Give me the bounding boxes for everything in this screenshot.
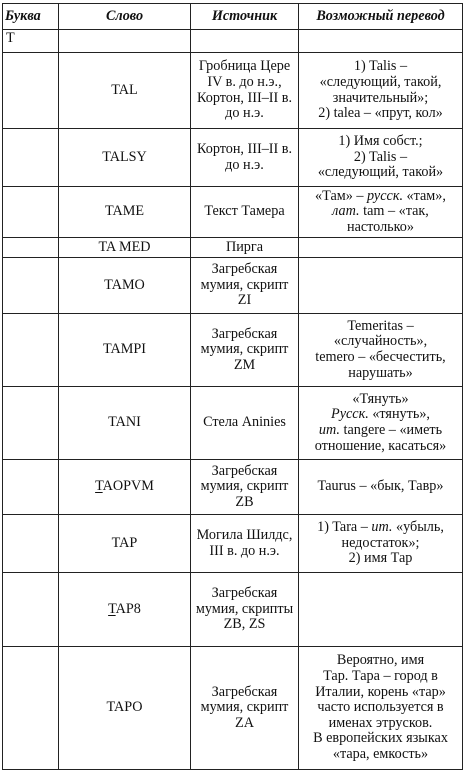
table-row xyxy=(3,129,463,187)
table-row xyxy=(3,573,463,647)
header-source: Источник xyxy=(191,4,299,30)
word-cell: TAP8 xyxy=(59,573,191,647)
table-row xyxy=(3,238,463,258)
header-letter: Буква xyxy=(3,4,59,30)
table-row xyxy=(3,53,463,129)
translation-cell: Temeritas – «случайность», temero – «бесчестить, нарушать» xyxy=(299,314,463,387)
word-cell: TA MED xyxy=(59,238,191,258)
word-cell: TAL xyxy=(59,53,191,129)
word-cell: TAOPVM xyxy=(59,460,191,515)
source-cell: Стела Aninies xyxy=(191,387,299,460)
source-cell: Кортон, III–II в. до н.э. xyxy=(191,129,299,187)
source-cell: Загребская мумия, скрипт ZA xyxy=(191,647,299,770)
word-cell: TAME xyxy=(59,187,191,238)
word-cell: TAPO xyxy=(59,647,191,770)
table-row xyxy=(3,515,463,573)
source-cell: Загребская мумия, скрипт ZI xyxy=(191,258,299,314)
translation-cell: «Тянуть» Русск. «тянуть», ит. tangere – «иметь отношение, касаться» xyxy=(299,387,463,460)
table-row xyxy=(3,314,463,387)
source-cell: Загребская мумия, скрипты ZB, ZS xyxy=(191,573,299,647)
word-cell: TANI xyxy=(59,387,191,460)
translation-cell: 1) Имя собст.; 2) Talis – «следующий, такой» xyxy=(299,129,463,187)
table-row xyxy=(3,387,463,460)
source-cell: Загребская мумия, скрипт ZB xyxy=(191,460,299,515)
translation-cell: «Там» – русск. «там», лат. tam – «так, настолько» xyxy=(299,187,463,238)
source-cell: Загребская мумия, скрипт ZM xyxy=(191,314,299,387)
header-translation: Возможный перевод xyxy=(299,4,463,30)
source-cell: Гробница Церe IV в. до н.э., Кортон, III–II в. до н.э. xyxy=(191,53,299,129)
source-cell: Текст Тамера xyxy=(191,187,299,238)
table-row xyxy=(3,460,463,515)
table-row xyxy=(3,258,463,314)
translation-cell: Taurus – «бык, Тавр» xyxy=(299,460,463,515)
header-row xyxy=(3,4,463,30)
source-cell: Пирга xyxy=(191,238,299,258)
section-letter: Т xyxy=(3,30,59,53)
word-cell: TAMO xyxy=(59,258,191,314)
translation-cell: 1) Tara – ит. «убыль, недостаток»; 2) имя Тар xyxy=(299,515,463,573)
table-row xyxy=(3,187,463,238)
translation-cell: 1) Talis – «следующий, такой, значительный»; 2) talea – «прут, кол» xyxy=(299,53,463,129)
source-cell: Могила Шилдс, III в. до н.э. xyxy=(191,515,299,573)
section-row xyxy=(3,30,463,53)
table-row xyxy=(3,647,463,770)
header-word: Слово xyxy=(59,4,191,30)
dictionary-table xyxy=(2,3,463,770)
word-cell: TALSY xyxy=(59,129,191,187)
translation-cell: Вероятно, имя Тар. Тара – город в Италии, корень «тар» часто используется в именах этрусков. В европейских языках «тара, емкость» xyxy=(299,647,463,770)
word-cell: TAMPI xyxy=(59,314,191,387)
word-cell: TAP xyxy=(59,515,191,573)
